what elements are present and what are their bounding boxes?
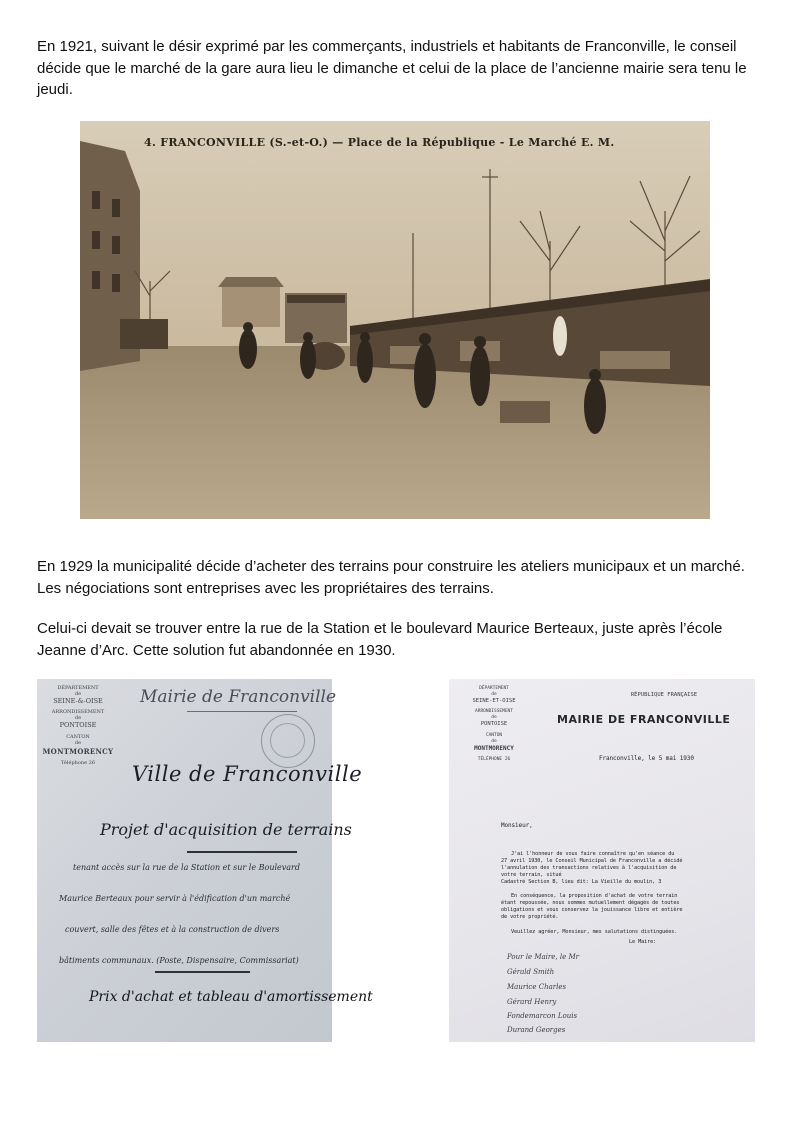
- letter-line: 27 avril 1930, le Conseil Municipal de Franconville a décidé: [501, 858, 683, 864]
- signature-line: Gérald Smith: [507, 968, 555, 976]
- postcard-illustration: [80, 121, 710, 519]
- signature-line: Maurice Charles: [507, 983, 567, 991]
- signature-line: Durand Georges: [507, 1026, 566, 1034]
- dept-line: de: [74, 740, 82, 746]
- letter-date: Franconville, le 5 mai 1930: [599, 755, 694, 762]
- divider: [187, 711, 297, 712]
- dept-line: Téléphone 26: [60, 760, 96, 766]
- dept-line: ARRONDISSEMENT: [475, 709, 513, 714]
- postcard-caption: 4. FRANCONVILLE (S.-et-O.) — Place de la République - Le Marché E. M.: [144, 136, 615, 149]
- letter-line: de votre propriété.: [501, 914, 559, 920]
- signature-line: Fondemarcon Louis: [507, 1012, 578, 1020]
- location-paragraph: Celui-ci devait se trouver entre la rue de la Station et le boulevard Maurice Berteaux, juste après l’école Jeanne d’Arc. Cette solution fut abandonnée en 1930.: [37, 620, 723, 659]
- dept-line: de: [491, 692, 497, 697]
- handwritten-line: couvert, salle des fêtes et à la construction de divers: [65, 925, 280, 934]
- letter-salutation: Monsieur,: [501, 822, 533, 829]
- mairie-heading: Mairie de Franconville: [140, 687, 337, 707]
- project-title: Projet d'acquisition de terrains: [100, 820, 352, 839]
- intro-paragraph: En 1921, suivant le désir exprimé par les commerçants, industriels et habitants de Franconville, le conseil décide que le marché de la gare aura lieu le dimanche et celui de la place de l’ancienne mairie sera tenu le jeudi.: [37, 38, 747, 98]
- dept-line: DÉPARTEMENT: [57, 685, 99, 691]
- dept-line: PONTOISE: [480, 721, 508, 727]
- letter-line: J'ai l'honneur de vous faire connaître qu'en séance du: [511, 851, 675, 857]
- dept-line: PONTOISE: [59, 721, 97, 729]
- letter-line: étant repoussée, nous sommes mutuellement dégagés de toutes: [501, 900, 680, 906]
- letter-signoff: Le Maire:: [629, 939, 657, 945]
- circular-stamp: [261, 714, 315, 768]
- dept-line: de: [491, 739, 497, 744]
- letter-line: obligations et vous conservez la jouissance libre et entière: [501, 907, 683, 913]
- purchase-paragraph: En 1929 la municipalité décide d’acheter des terrains pour construire les ateliers municipaux et un marché. Les négociations sont entreprises avec les propriétaires des terrains.: [37, 558, 745, 597]
- dept-line: MONTMORENCY: [474, 745, 514, 752]
- signature-line: Gérard Henry: [507, 998, 557, 1006]
- letter-line: Cadastré Section B, lieu dit: La Vieille du moulin, 3: [501, 879, 662, 885]
- handwritten-line: Maurice Berteaux pour servir à l'édification d'un marché: [59, 894, 291, 903]
- mairie-heading: MAIRIE DE FRANCONVILLE: [557, 713, 731, 726]
- handwritten-line: tenant accès sur la rue de la Station et sur le Boulevard: [73, 863, 300, 872]
- dept-line: CANTON: [485, 733, 503, 738]
- market-postcard-photo: [80, 121, 710, 519]
- dept-line: MONTMORENCY: [42, 747, 114, 756]
- letter-line: Veuillez agréer, Monsieur, mes salutations distinguées.: [511, 929, 678, 935]
- handwritten-line: bâtiments communaux. (Poste, Dispensaire, Commissariat): [59, 956, 299, 965]
- acquisition-project-document: [37, 679, 373, 1042]
- dept-line: CANTON: [66, 734, 90, 740]
- prix-heading: Prix d'achat et tableau d'amortissement: [89, 989, 373, 1005]
- dept-line: TÉLÉPHONE 26: [477, 757, 511, 762]
- letter-line: votre terrain, situé: [501, 872, 562, 878]
- dept-line: DÉPARTEMENT: [479, 686, 509, 691]
- dept-line: de: [491, 715, 497, 720]
- divider: [155, 971, 250, 973]
- letter-line: En conséquence, la proposition d'achat de votre terrain: [511, 893, 678, 899]
- dept-line: de: [74, 715, 82, 721]
- dept-line: SEINE-ET-OISE: [472, 698, 516, 704]
- dept-line: ARRONDISSEMENT: [51, 709, 105, 715]
- mairie-letter: [449, 679, 755, 1042]
- republique-header: RÉPUBLIQUE FRANÇAISE: [630, 692, 698, 698]
- ville-title: Ville de Franconville: [132, 762, 363, 786]
- signature-line: Pour le Maire, le Mr: [507, 953, 579, 961]
- divider: [187, 851, 297, 853]
- dept-line: de: [74, 691, 82, 697]
- letter-line: l'annulation des transactions relatives à l'acquisition de: [501, 865, 677, 871]
- dept-line: SEINE-&-OISE: [53, 697, 103, 705]
